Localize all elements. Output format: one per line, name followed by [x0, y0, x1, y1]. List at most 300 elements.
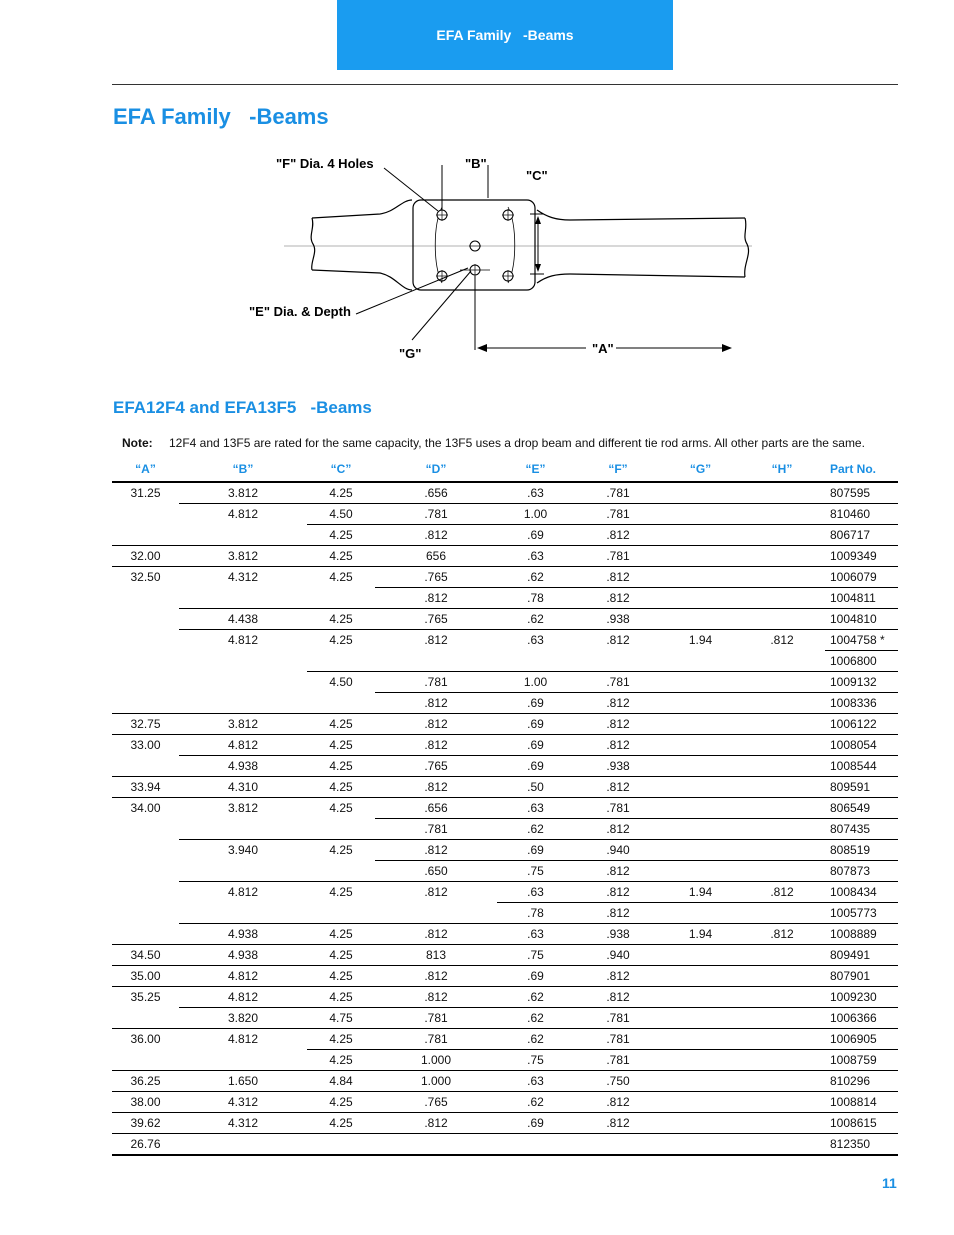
cell-c	[307, 819, 375, 840]
cell-f: .812	[574, 966, 662, 987]
cell-g	[662, 546, 739, 567]
cell-b	[179, 819, 307, 840]
cell-h	[739, 945, 825, 966]
cell-e: .69	[497, 735, 574, 756]
header-divider	[112, 84, 898, 85]
cell-b	[179, 672, 307, 693]
cell-a	[112, 756, 179, 777]
beam-left-arm	[312, 200, 412, 290]
cell-part-no: 1009349	[825, 546, 898, 567]
cell-a: 39.62	[112, 1113, 179, 1134]
cell-d: .765	[375, 609, 497, 630]
cell-b: 4.312	[179, 1113, 307, 1134]
cell-part-no: 1008434	[825, 882, 898, 903]
table-row	[112, 609, 898, 630]
cell-b	[179, 1134, 307, 1156]
cell-a	[112, 882, 179, 903]
cell-f: .781	[574, 1050, 662, 1071]
table-row	[112, 651, 898, 672]
cell-h	[739, 777, 825, 798]
cell-g	[662, 693, 739, 714]
cell-f: .812	[574, 714, 662, 735]
cell-part-no: 1006905	[825, 1029, 898, 1050]
cell-f: .812	[574, 693, 662, 714]
cell-b: 4.938	[179, 924, 307, 945]
table-header-row	[112, 457, 898, 482]
cell-e: .63	[497, 882, 574, 903]
cell-d: .812	[375, 588, 497, 609]
cell-part-no: 1008814	[825, 1092, 898, 1113]
cell-part-no: 1008054	[825, 735, 898, 756]
cell-d	[375, 903, 497, 924]
cell-c: 4.25	[329, 885, 353, 900]
cell-a: 35.25	[130, 990, 161, 1005]
cell-d: .650	[375, 861, 497, 882]
cell-b: 4.812	[179, 987, 307, 1008]
cell-a: 38.00	[112, 1092, 179, 1113]
cell-h	[739, 735, 825, 756]
table-row	[112, 714, 898, 735]
cell-c: 4.25	[307, 987, 375, 1008]
cell-g	[662, 1029, 739, 1050]
cell-e: .62	[497, 1029, 574, 1050]
table-row	[112, 798, 898, 819]
cell-part-no: 1006079	[825, 567, 898, 588]
table-row	[112, 966, 898, 987]
cell-d: .812	[375, 966, 497, 987]
table-row	[112, 924, 898, 945]
cell-d: .765	[375, 567, 497, 588]
cell-g	[662, 525, 739, 546]
cell-a: 33.94	[112, 777, 179, 798]
cell-h: .812	[739, 882, 825, 903]
cell-f: .812	[574, 777, 662, 798]
column-header-h: “H”	[771, 462, 793, 476]
cell-e: .69	[497, 840, 574, 861]
diagram-label-a: "A"	[592, 341, 614, 356]
cell-f: .812	[574, 1113, 662, 1134]
cell-part-no: 809591	[825, 777, 898, 798]
cell-g	[662, 735, 739, 756]
cell-c: 4.25	[307, 777, 375, 798]
table-row	[112, 567, 898, 588]
cell-c: 4.25	[307, 546, 375, 567]
cell-e: 1.00	[497, 672, 574, 693]
cell-h	[739, 609, 825, 630]
cell-h	[739, 1029, 825, 1050]
beam-right-break	[745, 218, 749, 277]
cell-f: .812	[574, 882, 662, 903]
table-row	[112, 693, 898, 714]
cell-f: .938	[574, 756, 662, 777]
page-title: EFA Family -Beams	[113, 104, 329, 129]
cell-part-no: 806549	[825, 798, 898, 819]
cell-a	[112, 630, 179, 651]
cell-a	[112, 651, 179, 672]
page-number: 11	[882, 1175, 897, 1191]
cell-a: 32.00	[112, 546, 179, 567]
cell-h	[739, 482, 825, 504]
cell-g	[662, 1092, 739, 1113]
cell-c	[307, 588, 375, 609]
beam-right-arm	[537, 210, 745, 283]
cell-e: .78	[497, 588, 574, 609]
cell-h	[739, 672, 825, 693]
cell-a: 32.50	[130, 570, 161, 585]
cell-c	[307, 693, 375, 714]
column-header-e: “E”	[525, 462, 546, 476]
cell-e: .63	[497, 1071, 574, 1092]
cell-d: .812	[375, 840, 497, 861]
cell-part-no: 812350	[825, 1134, 898, 1156]
column-header-g: “G”	[689, 462, 712, 476]
cell-e: .69	[497, 756, 574, 777]
cell-g	[662, 777, 739, 798]
cell-a	[112, 609, 179, 630]
cell-a: 35.00	[112, 966, 179, 987]
cell-g	[662, 966, 739, 987]
section-title: EFA12F4 and EFA13F5 -Beams	[113, 398, 372, 417]
cell-e: .75	[497, 861, 574, 882]
cell-f: .781	[574, 1008, 662, 1029]
cell-g	[662, 798, 739, 819]
cell-f: .812	[574, 525, 662, 546]
cell-g	[662, 1071, 739, 1092]
cell-c: 4.25	[329, 801, 353, 816]
cell-a: 26.76	[112, 1134, 179, 1156]
cell-part-no: 1006122	[825, 714, 898, 735]
cell-b: 4.812	[227, 633, 259, 648]
cell-h	[739, 1113, 825, 1134]
cell-f: .812	[606, 633, 630, 648]
cell-b: 4.812	[227, 885, 259, 900]
diagram-label-b: "B"	[465, 156, 487, 171]
cell-g	[662, 1113, 739, 1134]
table-row	[112, 482, 898, 504]
specification-table	[112, 457, 898, 1156]
cell-f	[574, 651, 662, 672]
table-body	[112, 482, 898, 1155]
cell-g	[662, 482, 739, 504]
cell-b: 4.312	[179, 1092, 307, 1113]
cell-d: .781	[375, 1008, 497, 1029]
beam-left-break	[311, 218, 315, 270]
cell-d: .765	[375, 1092, 497, 1113]
cell-e: .69	[497, 1113, 574, 1134]
table-row	[112, 903, 898, 924]
cell-e: .62	[497, 987, 574, 1008]
cell-e: .69	[497, 525, 574, 546]
cell-e: .62	[497, 819, 574, 840]
cell-g: 1.94	[688, 633, 713, 648]
cell-a	[112, 588, 179, 609]
cell-e: .63	[497, 798, 574, 819]
cell-g	[662, 504, 739, 525]
cell-e: .63	[497, 546, 574, 567]
cell-f: .812	[574, 903, 662, 924]
table-row	[112, 756, 898, 777]
cell-c: 4.25	[307, 609, 375, 630]
cell-h	[739, 693, 825, 714]
cell-h	[739, 1050, 825, 1071]
table-row	[112, 777, 898, 798]
cell-part-no: 807435	[825, 819, 898, 840]
cell-e: .63	[497, 924, 574, 945]
cell-b	[179, 861, 307, 882]
cell-b: 4.438	[179, 609, 307, 630]
cell-g	[662, 756, 739, 777]
cell-e: .50	[497, 777, 574, 798]
cell-f: .781	[574, 482, 662, 504]
cell-h: .812	[739, 924, 825, 945]
cell-c: 4.25	[307, 756, 375, 777]
cell-e: .69	[497, 693, 574, 714]
cell-part-no: 1006366	[825, 1008, 898, 1029]
cell-c: 4.25	[307, 1029, 375, 1050]
table-row	[112, 588, 898, 609]
cell-a	[112, 1008, 179, 1029]
cell-e: .62	[497, 567, 574, 588]
cell-f: .812	[574, 861, 662, 882]
cell-g	[662, 567, 739, 588]
cell-d: .812	[375, 693, 497, 714]
header-tab	[337, 0, 673, 70]
cell-c: 4.84	[307, 1071, 375, 1092]
cell-h	[739, 1071, 825, 1092]
cell-b: 4.812	[179, 735, 307, 756]
column-header-d: “D”	[425, 462, 447, 476]
cell-f: .750	[574, 1071, 662, 1092]
column-header-c: “C”	[330, 462, 352, 476]
cell-part-no: 1006800	[825, 651, 898, 672]
cell-a	[112, 693, 179, 714]
cell-part-no: 810460	[825, 504, 898, 525]
cell-e: .62	[497, 609, 574, 630]
table-row	[112, 1029, 898, 1050]
cell-g	[662, 987, 739, 1008]
cell-b: 4.312	[227, 570, 259, 585]
cell-h	[739, 1008, 825, 1029]
cell-h	[739, 546, 825, 567]
cell-d: .656	[375, 482, 497, 504]
cell-f: .940	[574, 840, 662, 861]
cell-b: 3.812	[179, 546, 307, 567]
cell-a	[112, 504, 179, 525]
diagram-label-f: "F" Dia. 4 Holes	[276, 156, 374, 171]
cell-b: 3.940	[227, 843, 259, 858]
cell-g	[662, 861, 739, 882]
cell-a	[112, 525, 179, 546]
cell-d: .781	[375, 819, 497, 840]
cell-part-no: 809491	[825, 945, 898, 966]
cell-g	[662, 609, 739, 630]
beam-diagram	[240, 140, 770, 365]
cell-d: .812	[375, 714, 497, 735]
cell-d: .781	[375, 1029, 497, 1050]
cell-c	[307, 1134, 375, 1156]
leader-e	[356, 268, 468, 314]
column-header-part-no: Part No.	[830, 462, 877, 476]
cell-d: .812	[375, 987, 497, 1008]
cell-b	[179, 1050, 307, 1071]
cell-part-no: 806717	[825, 525, 898, 546]
cell-c: 4.75	[307, 1008, 375, 1029]
cell-f: .812	[574, 1092, 662, 1113]
cell-c: 4.25	[307, 1092, 375, 1113]
cell-a	[112, 819, 179, 840]
cell-part-no: 810296	[825, 1071, 898, 1092]
table-row	[112, 987, 898, 1008]
cell-f: .781	[574, 1029, 662, 1050]
cell-g	[662, 903, 739, 924]
cell-d: 656	[375, 546, 497, 567]
cell-part-no: 1009132	[825, 672, 898, 693]
cell-part-no: 1008759	[825, 1050, 898, 1071]
cell-c	[307, 861, 375, 882]
cell-h	[739, 966, 825, 987]
cell-a: 34.50	[112, 945, 179, 966]
cell-g	[662, 672, 739, 693]
note-label: Note:	[122, 436, 153, 450]
cell-h	[739, 987, 825, 1008]
cell-d: .812	[375, 924, 497, 945]
cell-d: .656	[375, 798, 497, 819]
table-row	[112, 546, 898, 567]
cell-d: .812	[424, 633, 448, 648]
cell-a: 31.25	[130, 486, 161, 501]
cell-a	[112, 924, 179, 945]
cell-b: 1.650	[179, 1071, 307, 1092]
cell-f: .812	[574, 987, 662, 1008]
table-row	[112, 672, 898, 693]
cell-part-no: 807901	[825, 966, 898, 987]
diagram-label-g: "G"	[399, 346, 422, 361]
table-row	[112, 840, 898, 861]
cell-h	[739, 798, 825, 819]
cell-a: 36.00	[130, 1032, 161, 1047]
cell-d: 813	[375, 945, 497, 966]
table-row	[112, 1134, 898, 1156]
cell-f: .781	[574, 798, 662, 819]
cell-g: 1.94	[662, 924, 739, 945]
cell-g	[662, 1050, 739, 1071]
table-row	[112, 1008, 898, 1029]
cell-c: 4.25	[307, 714, 375, 735]
cell-h	[739, 840, 825, 861]
cell-g	[662, 840, 739, 861]
cell-a: 32.75	[112, 714, 179, 735]
cell-h	[739, 588, 825, 609]
cell-e: .63	[527, 633, 544, 648]
cell-b: 4.812	[227, 507, 259, 522]
cell-h	[739, 714, 825, 735]
cell-a: 33.00	[130, 738, 161, 753]
cell-g	[662, 1134, 739, 1156]
cell-a	[112, 840, 179, 861]
cell-h	[739, 819, 825, 840]
cell-d: .781	[375, 504, 497, 525]
cell-part-no: 1004758 *	[825, 630, 898, 651]
cell-g	[662, 1008, 739, 1029]
cell-c: 4.25	[307, 525, 375, 546]
cell-b	[179, 903, 307, 924]
cell-f: .938	[574, 609, 662, 630]
cell-b: 3.812	[179, 714, 307, 735]
cell-b: 4.310	[179, 777, 307, 798]
column-header-b: “B”	[232, 462, 254, 476]
cell-a	[112, 903, 179, 924]
cell-f: .812	[574, 588, 662, 609]
cell-e: 1.00	[497, 504, 574, 525]
cell-b: 3.812	[179, 482, 307, 504]
cell-g	[662, 588, 739, 609]
diagram-label-c: "C"	[526, 168, 548, 183]
cell-e: .75	[497, 945, 574, 966]
diagram-label-e: "E" Dia. & Depth	[249, 304, 351, 319]
cell-h	[739, 861, 825, 882]
cell-b: 4.938	[179, 945, 307, 966]
cell-c: 4.25	[307, 966, 375, 987]
table-row	[112, 819, 898, 840]
note	[122, 436, 865, 450]
cell-b: 3.812	[227, 801, 259, 816]
cell-h	[739, 756, 825, 777]
cell-part-no: 1008889	[825, 924, 898, 945]
cell-part-no: 1008336	[825, 693, 898, 714]
cell-d: .812	[375, 1113, 497, 1134]
cell-h: .812	[770, 633, 794, 648]
cell-d: .812	[424, 885, 448, 900]
cell-h	[739, 567, 825, 588]
cell-f: .940	[574, 945, 662, 966]
cell-b	[179, 693, 307, 714]
cell-e: .78	[497, 903, 574, 924]
cell-e: .62	[497, 1092, 574, 1113]
cell-f: .812	[574, 819, 662, 840]
table-row	[112, 1050, 898, 1071]
cell-b: 4.812	[179, 966, 307, 987]
cell-f	[574, 1134, 662, 1156]
cell-e: .69	[497, 714, 574, 735]
cell-a	[112, 1050, 179, 1071]
cell-a: 36.25	[112, 1071, 179, 1092]
cell-c: 4.25	[329, 843, 353, 858]
cell-d	[375, 651, 497, 672]
cell-d: .812	[375, 525, 497, 546]
cell-part-no: 1008615	[825, 1113, 898, 1134]
cell-b: 4.938	[179, 756, 307, 777]
cell-h	[739, 1134, 825, 1156]
cell-b: 3.820	[179, 1008, 307, 1029]
table-row	[112, 945, 898, 966]
cell-g	[662, 945, 739, 966]
cell-d: 1.000	[375, 1050, 497, 1071]
cell-h	[739, 504, 825, 525]
table-row	[112, 735, 898, 756]
cell-g: 1.94	[662, 882, 739, 903]
cell-e: .75	[497, 1050, 574, 1071]
cell-part-no: 1008544	[825, 756, 898, 777]
cell-c: 4.50	[307, 504, 375, 525]
cell-e: .63	[497, 482, 574, 504]
cell-g	[662, 714, 739, 735]
cell-h	[739, 525, 825, 546]
cell-part-no: 1004811	[825, 588, 898, 609]
table-row	[112, 525, 898, 546]
cell-b	[179, 525, 307, 546]
cell-a	[112, 861, 179, 882]
cell-part-no: 1004810	[825, 609, 898, 630]
